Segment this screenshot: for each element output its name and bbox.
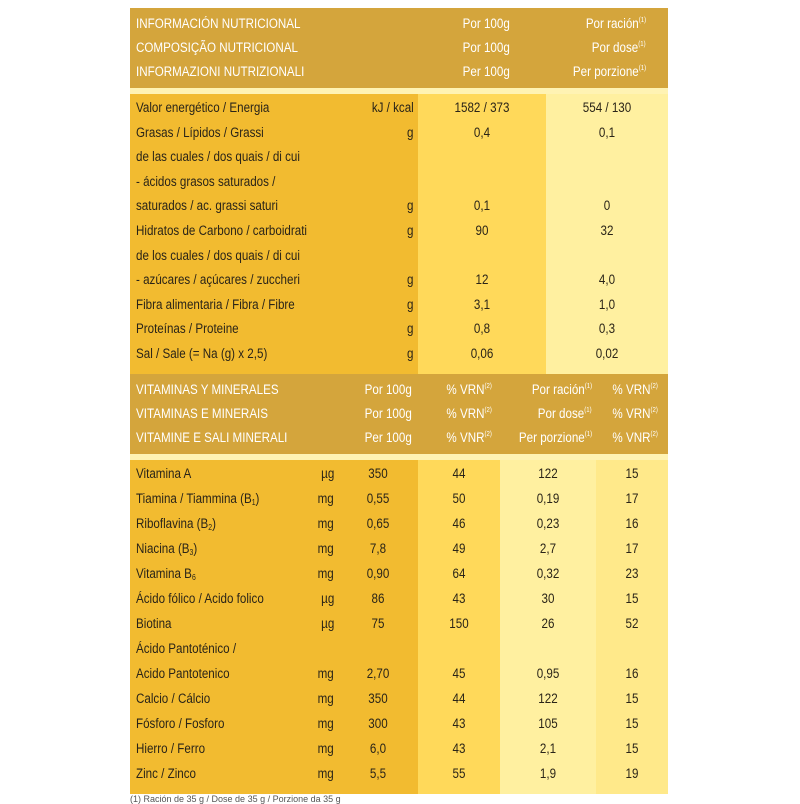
vitamin-name: Vitamina $B_6$ [136,566,196,582]
nutrient-unit: kJ / kcal [372,100,414,115]
vitamin-unit: mg [317,541,334,556]
vitamin-per-serving: 0,95 [536,666,560,681]
vitamin-vrn-serving: 17 [625,491,639,506]
vitamin-name: Riboflavina $(B_2)$ [136,516,216,532]
vitamin-name: Hierro / Ferro [136,741,206,756]
nutrient-per-100g: 12 [475,272,489,288]
vitamins-header-row [130,402,668,426]
vitamin-unit: mg [317,516,334,531]
vitamin-per-100g: 6,0 [369,741,387,756]
vitamin-unit: µg [320,616,334,631]
vitamin-row [130,587,668,611]
nutrient-per-serving: 0,02 [595,346,619,361]
nutrient-name: Grasas / Lípidos / Grassi [136,124,264,140]
header-per-100g: Per 100g [462,64,510,79]
nutrient-per-serving: 0 [603,198,611,214]
nutrient-name: saturados / ac. grassi saturi [136,198,278,214]
nutrient-unit: g [407,296,414,312]
vitamin-row [130,537,668,561]
header-vrn-serving: % VRN$^{(2)}$ [612,382,658,397]
header-per-100g: Por 100g [462,16,510,31]
vitamin-per-serving: 2,1 [539,741,557,756]
vitamin-vrn-100g: 44 [452,466,466,481]
header-per-100g: Per 100g [364,430,412,445]
vitamin-unit: mg [317,716,334,731]
vitamin-per-100g: 7,8 [369,541,387,556]
vitamin-name: Acido Pantotenico [136,666,230,681]
nutrient-unit: g [407,124,414,140]
header-per-100g: Por 100g [462,40,510,55]
vitamin-per-100g: 0,65 [366,516,390,531]
vitamin-name: Ácido Pantoténico / [136,641,237,656]
header-label: INFORMAZIONI NUTRIZIONALI [136,64,305,79]
nutrition-header-row [130,36,668,60]
nutrition-row [130,194,668,218]
header-per-100g: Por 100g [364,406,412,421]
header-per-serving: Per porzione$^{(1)}$ [518,430,592,445]
nutrient-per-100g: 1582 / 373 [454,100,510,115]
nutrition-table [130,94,668,374]
vitamin-per-100g: 5,5 [369,766,387,781]
vitamin-per-100g: 75 [371,616,385,631]
header-label: INFORMACIÓN NUTRICIONAL [136,16,301,31]
nutrition-row [130,268,668,292]
vitamin-vrn-serving: 16 [625,666,639,681]
vitamin-vrn-100g: 49 [452,541,466,556]
nutrient-name: de las cuales / dos quais / di cui [136,149,300,165]
vitamin-vrn-100g: 50 [452,491,466,506]
vitamin-per-100g: 0,55 [366,491,390,506]
nutrient-name: - ácidos grasos saturados / [136,173,276,189]
header-label: COMPOSIÇÃO NUTRICIONAL [136,40,298,55]
vitamin-per-100g: 350 [368,691,388,706]
nutrient-per-100g: 0,8 [473,321,491,337]
vitamin-row [130,637,668,661]
vitamin-row [130,712,668,736]
vitamin-unit: mg [317,566,334,581]
nutrient-name: - azúcares / açúcares / zuccheri [136,272,300,288]
nutrient-per-100g: 0,4 [473,124,491,140]
vitamin-per-serving: 105 [538,716,558,731]
header-per-serving: Por dose$^{(1)}$ [538,406,592,421]
nutrient-per-serving: 4,0 [598,272,616,288]
nutrient-name: Sal / Sale (= Na (g) x 2,5) [136,346,268,361]
nutrition-label [130,8,668,794]
vitamin-per-100g: 86 [371,591,385,606]
header-label: VITAMINAS Y MINERALES [136,382,279,397]
nutrient-name: Fibra alimentaria / Fibra / Fibre [136,296,295,312]
nutrient-unit: g [407,346,414,361]
header-vrn-100g: % VNR$^{(2)}$ [446,430,492,445]
vitamin-vrn-100g: 43 [452,591,466,606]
vitamin-vrn-100g: 44 [452,691,466,706]
nutrient-per-100g: 0,1 [473,198,491,214]
header-vrn-100g: % VRN$^{(2)}$ [446,406,492,421]
nutrient-per-serving: 32 [600,223,614,238]
vitamin-per-serving: 2,7 [539,541,557,556]
vitamin-per-100g: 0,90 [366,566,390,581]
vitamin-row [130,737,668,761]
nutrition-row [130,219,668,243]
vitamin-vrn-100g: 55 [452,766,466,781]
vitamin-row [130,612,668,636]
vitamin-name: Calcio / Cálcio [136,691,211,706]
nutrient-name: Hidratos de Carbono / carboidrati [136,223,308,238]
vitamin-row [130,762,668,786]
vitamin-per-100g: 300 [368,716,388,731]
nutrient-per-serving: 554 / 130 [582,100,632,115]
vitamin-name: Niacina $(B_3)$ [136,541,198,557]
nutrition-header-row [130,60,668,84]
nutrient-name: Proteínas / Proteine [136,321,239,337]
nutrition-header [130,8,668,88]
footnote: (1) Ración de 35 g / Dose de 35 g / Porzione da 35 g [130,794,341,804]
nutrition-row [130,170,668,194]
vitamin-vrn-100g: 43 [452,716,466,731]
nutrient-unit: g [407,223,414,238]
nutrient-per-serving: 0,3 [598,321,616,337]
vitamin-unit: mg [317,691,334,706]
vitamin-name: Fósforo / Fosforo [136,716,225,731]
nutrition-row [130,342,668,366]
vitamin-vrn-serving: 52 [625,616,639,631]
vitamin-name: Tiamina / Tiammina $(B_1)$ [136,491,260,507]
vitamins-header-row [130,378,668,402]
vitamin-vrn-serving: 23 [625,566,639,581]
header-vrn-100g: % VRN$^{(2)}$ [446,382,492,397]
vitamin-vrn-serving: 15 [625,716,639,731]
header-vrn-serving: % VRN$^{(2)}$ [612,406,658,421]
vitamin-per-serving: 122 [538,691,558,706]
vitamin-vrn-100g: 150 [449,616,469,631]
vitamin-vrn-serving: 15 [625,466,639,481]
nutrient-unit: g [407,198,414,214]
nutrition-row [130,293,668,317]
nutrition-row [130,121,668,145]
nutrient-per-100g: 0,06 [470,346,494,361]
vitamin-per-100g: 350 [368,466,388,481]
vitamin-per-serving: 26 [541,616,555,631]
vitamins-header [130,374,668,454]
vitamin-vrn-serving: 15 [625,591,639,606]
vitamin-name: Biotina [136,616,172,631]
nutrient-name: de los cuales / dos quais / di cui [136,247,300,263]
vitamin-vrn-100g: 45 [452,666,466,681]
header-per-serving: Por ración$^{(1)}$ [531,382,592,397]
vitamin-unit: mg [317,766,334,781]
vitamin-per-serving: 0,23 [536,516,560,531]
header-label: VITAMINE E SALI MINERALI [136,430,288,445]
vitamin-vrn-serving: 15 [625,691,639,706]
vitamin-vrn-serving: 17 [625,541,639,556]
vitamin-vrn-100g: 64 [452,566,466,581]
nutrient-per-100g: 3,1 [473,296,491,312]
vitamin-row [130,462,668,486]
vitamin-vrn-100g: 46 [452,516,466,531]
nutrition-row [130,96,668,120]
vitamin-per-serving: 122 [538,466,558,481]
vitamin-row [130,687,668,711]
vitamin-row [130,512,668,536]
nutrient-name: Valor energético / Energia [136,100,270,115]
vitamin-name: Zinc / Zinco [136,766,197,781]
nutrition-row [130,145,668,169]
nutrition-row [130,317,668,341]
nutrient-unit: g [407,272,414,288]
vitamin-per-serving: 30 [541,591,555,606]
vitamin-row [130,487,668,511]
vitamin-unit: mg [317,491,334,506]
nutrient-per-100g: 90 [475,223,489,238]
nutrient-per-serving: 0,1 [598,124,616,140]
vitamin-per-serving: 1,9 [539,766,557,781]
vitamin-name: Vitamina A [136,466,192,481]
vitamin-row [130,562,668,586]
vitamin-vrn-100g: 43 [452,741,466,756]
header-per-serving: Por ración$^{(1)}$ [585,16,646,31]
vitamins-header-row [130,426,668,450]
header-per-serving: Per porzione$^{(1)}$ [572,64,646,79]
vitamin-unit: mg [317,666,334,681]
vitamin-row [130,662,668,686]
vitamin-vrn-serving: 16 [625,516,639,531]
vitamin-per-serving: 0,19 [536,491,560,506]
nutrient-unit: g [407,321,414,337]
vitamin-per-100g: 2,70 [366,666,390,681]
header-label: VITAMINAS E MINERAIS [136,406,269,421]
header-vrn-serving: % VNR$^{(2)}$ [612,430,658,445]
vitamin-vrn-serving: 19 [625,766,639,781]
vitamin-unit: µg [320,466,334,481]
vitamin-per-serving: 0,32 [536,566,560,581]
vitamin-unit: µg [320,591,334,606]
vitamin-vrn-serving: 15 [625,741,639,756]
nutrition-row [130,244,668,268]
vitamin-unit: mg [317,741,334,756]
nutrient-per-serving: 1,0 [598,296,616,312]
vitamins-table [130,460,668,794]
header-per-100g: Por 100g [364,382,412,397]
nutrition-header-row [130,12,668,36]
vitamin-name: Ácido fólico / Acido folico [136,591,264,606]
header-per-serving: Por dose$^{(1)}$ [592,40,646,55]
